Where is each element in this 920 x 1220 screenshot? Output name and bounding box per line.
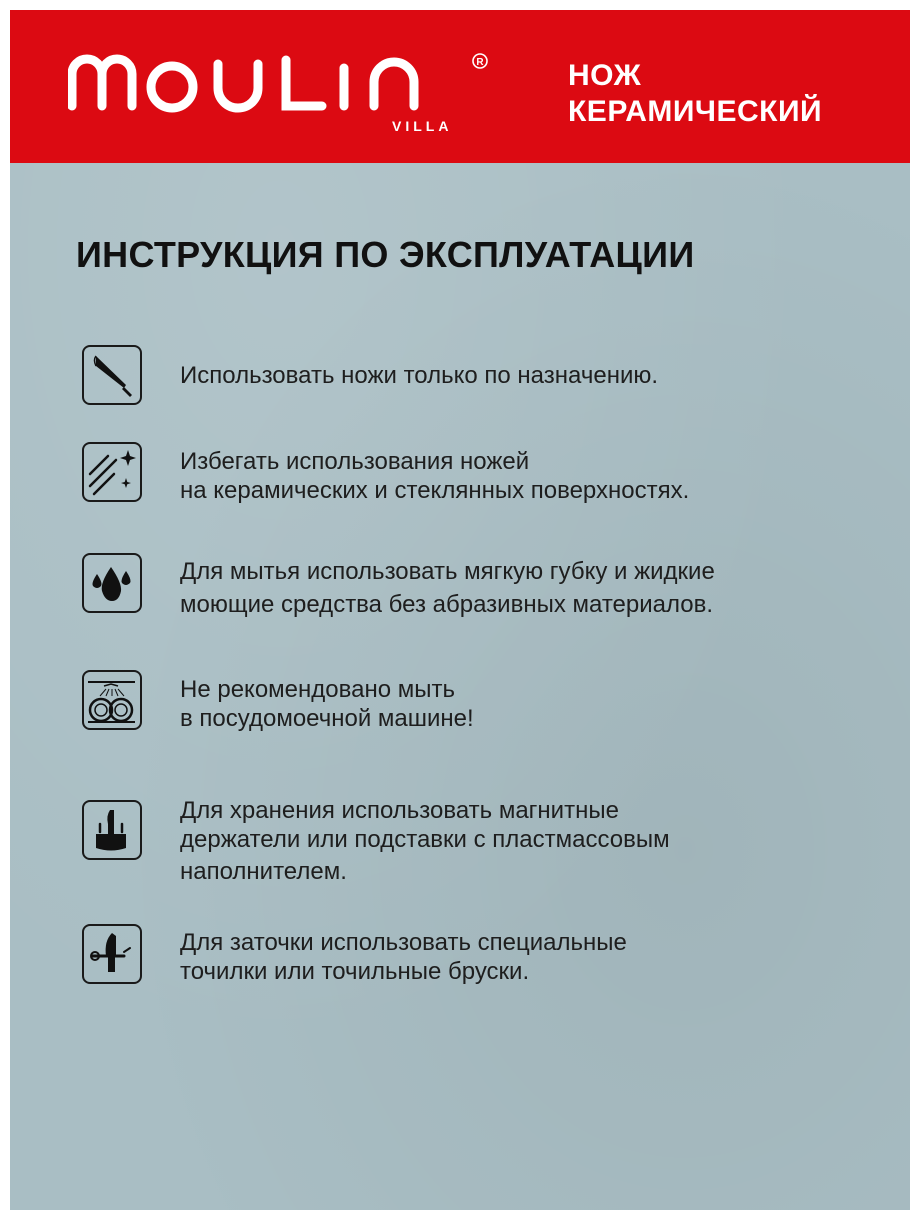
instruction-text: Использовать ножи только по назначению. — [180, 362, 659, 389]
product-title-line: НОЖ — [568, 59, 642, 92]
knife-holder-icon — [82, 800, 142, 860]
svg-text:VILLA: VILLA — [392, 118, 453, 134]
product-title-line: КЕРАМИЧЕСКИЙ — [568, 95, 823, 128]
glass-surface-icon — [82, 442, 142, 502]
instruction-text: Для мытья использовать мягкую губку и жидкие моющие средства без абразивных материалов. — [180, 558, 715, 618]
page-heading: ИНСТРУКЦИЯ ПО ЭКСПЛУАТАЦИИ — [76, 234, 695, 275]
moulin-villa-logo — [68, 46, 498, 136]
instruction-text: Для хранения использовать магнитные держатели или подставки с пластмассовым наполнителем. — [180, 797, 670, 885]
dishwasher-icon — [82, 670, 142, 730]
instruction-text: Для заточки использовать специальные точилки или точильные бруски. — [180, 929, 627, 985]
instruction-page — [10, 10, 910, 1210]
sharpener-icon — [82, 924, 142, 984]
knife-icon — [82, 345, 142, 405]
svg-text:R: R — [476, 57, 484, 68]
header-banner — [10, 10, 910, 163]
product-title — [568, 58, 898, 130]
instruction-text: Не рекомендовано мыть в посудомоечной машине! — [180, 676, 474, 732]
instruction-text: Избегать использования ножей на керамических и стеклянных поверхностях. — [180, 448, 690, 504]
water-drops-icon — [82, 553, 142, 613]
